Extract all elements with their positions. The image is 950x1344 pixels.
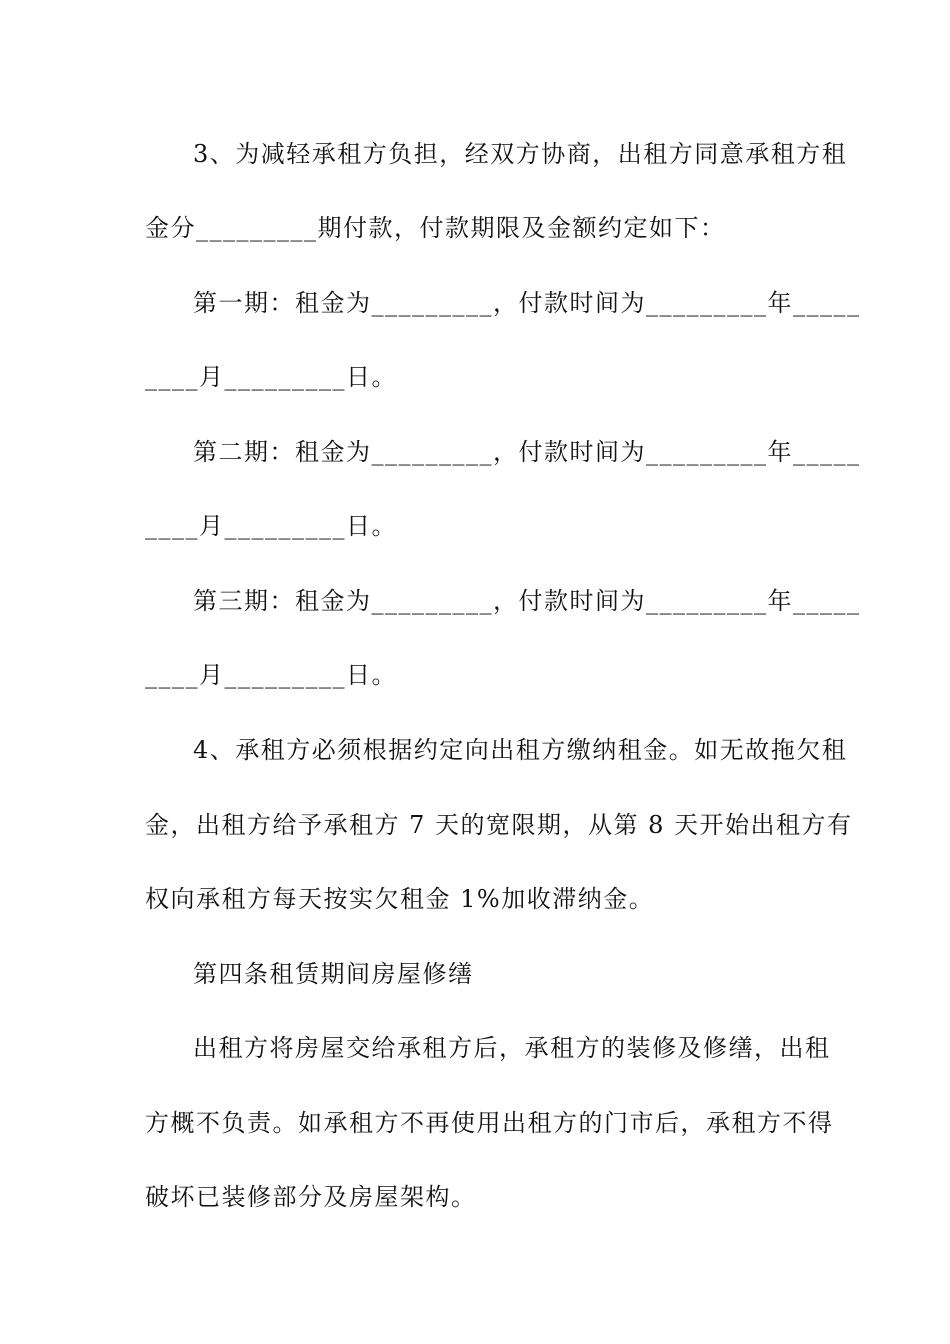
section-heading: 第四条租赁期间房屋修缮 (193, 960, 474, 988)
text-line: 4、承租方必须根据约定向出租方缴纳租金。如无故拖欠租 (193, 736, 848, 764)
text-line: 出租方将房屋交给承租方后，承租方的装修及修缮，出租 (193, 1034, 831, 1062)
text-line: ____月_________日。 (145, 661, 397, 689)
text-line: 破坏已装修部分及房屋架构。 (145, 1183, 477, 1211)
text-line: 方概不负责。如承租方不再使用出租方的门市后，承租方不得 (145, 1109, 834, 1137)
text-line: 第一期：租金为_________，付款时间为_________年_____ (193, 289, 861, 317)
text-line: 第三期：租金为_________，付款时间为_________年_____ (193, 587, 861, 615)
text-line: 第二期：租金为_________，付款时间为_________年_____ (193, 438, 861, 466)
text-line: 金分_________期付款，付款期限及金额约定如下： (145, 214, 726, 242)
text-line: 金，出租方给予承租方 7 天的宽限期，从第 8 天开始出租方有 (145, 811, 853, 839)
text-line: 权向承租方每天按实欠租金 1%加收滞纳金。 (145, 885, 655, 913)
text-line: ____月_________日。 (145, 512, 397, 540)
text-line: ____月_________日。 (145, 363, 397, 391)
text-line: 3、为减轻承租方负担，经双方协商，出租方同意承租方租 (193, 140, 848, 168)
